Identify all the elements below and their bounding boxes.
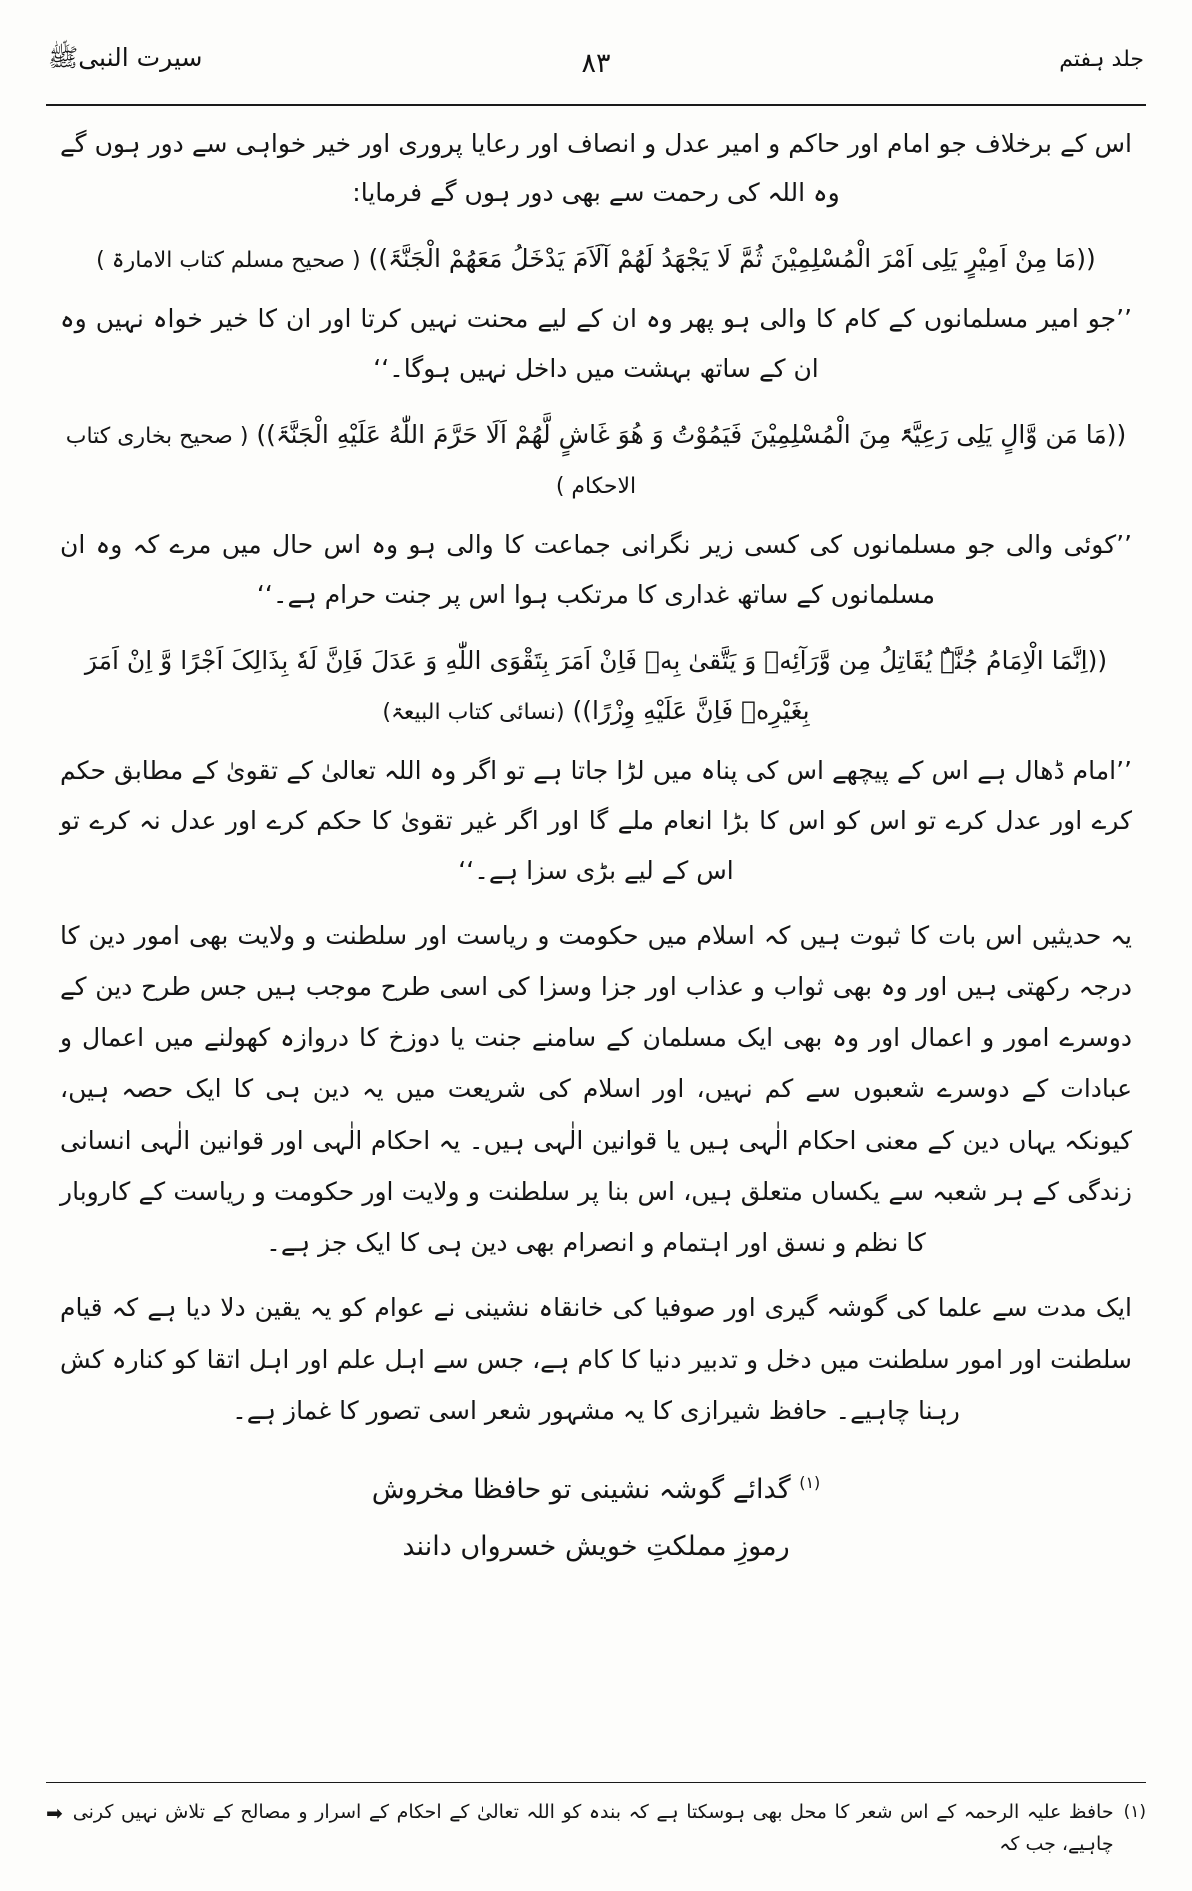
honorific-glyph: ﷺ	[48, 43, 79, 72]
hadith-translation-1: ’’جو امیر مسلمانوں کے کام کا والی ہو پھر وہ ان کے لیے محنت نہیں کرتا اور ان کا خیر خواہ نہیں وہ ان کے ساتھ بہشت میں داخل نہیں ہوگا۔‘‘	[60, 303, 1132, 383]
paragraph-intro: اس کے برخلاف جو امام اور حاکم و امیر عدل و انصاف اور رعایا پروری اور خیر خواہی سے دور ہوں گے وہ اللہ کی رحمت سے بھی دور ہوں گے فرمایا:	[60, 129, 1132, 207]
hadith-translation-2: ’’کوئی والی جو مسلمانوں کی کسی زیر نگرانی جماعت کا والی ہو وہ اس حال میں مرے کہ وہ ان مسلمانوں کے ساتھ غداری کا مرتکب ہوا اس پر جنت حرام ہے۔‘‘	[60, 529, 1132, 609]
hadith-1-text: ((مَا مِنْ اَمِیْرٍ یَلِی اَمْرَ الْمُسْلِمِیْنَ ثُمَّ لَا یَجْھَدُ لَھُمْ آلَاَمَ یَدْخَلُ مَعَھُمْ الْجَنَّۃَ))	[368, 243, 1096, 273]
hadith-3-text: ((اِنَّمَا الْاِمَامُ جُنَّۃٌ یُقَاتِلُ مِن وَّرَآئِهٖ وَ یَتَّقیٰ بِهٖ فَاِنْ اَمَرَ بِتَقْوَی اللّٰهِ وَ عَدَلَ فَاِنَّ لَهٗ بِذَالِکَ اَجْرًا وَّ اِنْ اَمَرَ بِغَیْرِهٖ فَاِنَّ عَلَیْهِ وِزْرًا))	[84, 645, 1108, 725]
hadith-3-source: (نسائی کتاب البیعۃ)	[382, 699, 565, 725]
paragraph-commentary-2: ایک مدت سے علما کی گوشہ گیری اور صوفیا کی خانقاہ نشینی نے عوام کو یہ یقین دلا دیا ہے کہ قیام سلطنت اور امور سلطنت میں دخل و تدبیر دنیا کا کام ہے، جس سے اہل علم اور اہل اتقا کو کنارہ کش رہنا چاہیے۔ حافظ شیرازی کا یہ مشہور شعر اسی تصور کا غماز ہے۔	[60, 1293, 1132, 1425]
hadith-quote-3	[60, 636, 1132, 736]
footnote-text: حافظ علیہ الرحمہ کے اس شعر کا محل بھی ہوسکتا ہے کہ بندہ کو اللہ تعالیٰ کے احکام کے اسرار و مصالح کے تلاش نہیں کرنی چاہیے، جب کہ	[72, 1801, 1114, 1856]
footnote-divider	[46, 1782, 1146, 1783]
persian-verse	[60, 1462, 1132, 1575]
footnote-marker: (۱)	[1123, 1802, 1146, 1822]
paragraph-commentary-1: یہ حدیثیں اس بات کا ثبوت ہیں کہ اسلام میں حکومت و ریاست اور سلطنت و ولایت بھی امور دین کا درجہ رکھتی ہیں اور وہ بھی ثواب و عذاب اور جزا وسزا کی اسی طرح موجب ہیں جس طرح دین کے دوسرے امور و اعمال اور وہ بھی ایک مسلمان کے سامنے جنت یا دوزخ کا دروازہ کھولنے میں اعمال و عبادات کے دوسرے شعبوں سے کم نہیں، اور اسلام کی شریعت میں یہ دین ہی کا ایک حصہ ہیں، کیونکہ یہاں دین کے معنی احکام الٰہی ہیں یا قوانین الٰہی ہیں۔ یہ احکام الٰہی اور قوانین الٰہی انسانی زندگی کے ہر شعبہ سے یکساں متعلق ہیں، اس بنا پر سلطنت و ولایت اور حکومت و ریاست کے کاروبار کا نظم و نسق اور اہتمام و انصرام بھی دین ہی کا ایک جز ہے۔	[60, 920, 1132, 1257]
volume-label: جلد ہفتم	[1059, 47, 1144, 72]
verse-line-1-text: گدائے گوشہ نشینی تو حافظا مخروش	[371, 1474, 791, 1505]
page-number: ۸۳	[581, 48, 611, 79]
verse-footnote-marker: (۱)	[799, 1473, 821, 1492]
verse-line-1	[60, 1462, 1132, 1519]
book-title: سیرت النبی	[78, 43, 203, 72]
hadith-quote-1	[60, 234, 1132, 284]
hadith-translation-3: ’’امام ڈھال ہے اس کے پیچھے اس کی پناہ میں لڑا جاتا ہے تو اگر وہ اللہ تعالیٰ کے تقویٰ کے مطابق حکم کرے اور عدل کرے تو اس کو اس کا بڑا انعام ملے گا اور اگر غیر تقویٰ کا حکم کرے اور عدل نہ کرے تو اس کے لیے بڑی سزا ہے۔‘‘	[60, 755, 1132, 885]
hadith-quote-2	[60, 410, 1132, 510]
hadith-1-source: ( صحیح مسلم کتاب الامارۃ )	[96, 247, 361, 273]
hadith-2-text: ((مَا مَن وَّالٍ یَلِی رَعِیَّۃً مِنَ الْمُسْلِمِیْنَ فَیَمُوْتُ وَ ھُوَ غَاشٍ لَّھُمْ اَلَا حَرَّمَ اللّٰهُ عَلَیْهِ الْجَنَّۃَ))	[256, 419, 1127, 449]
page-content	[60, 120, 1132, 1761]
continuation-arrow-icon: ➡	[46, 1801, 63, 1825]
footnote	[46, 1796, 1146, 1861]
verse-line-2: رموزِ مملکتِ خویش خسرواں دانند	[402, 1530, 790, 1562]
header-divider	[46, 104, 1146, 106]
hadith-2-source: ( صحیح بخاری کتاب الاحکام )	[65, 423, 637, 499]
